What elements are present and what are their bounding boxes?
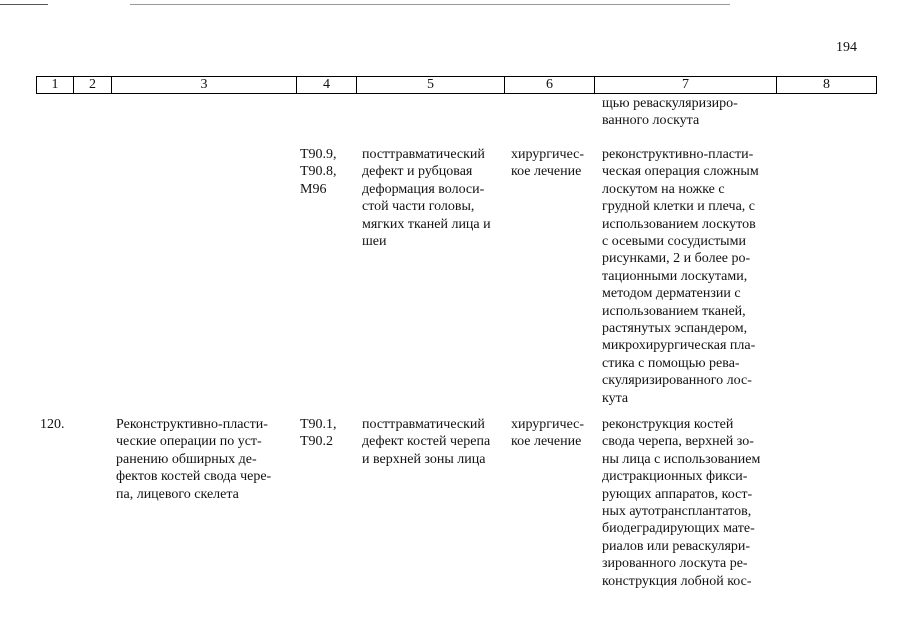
column-header-2: 2 (74, 77, 112, 94)
row-a-icd-codes: T90.9, T90.8, M96 (300, 147, 337, 197)
column-header-1: 1 (37, 77, 74, 94)
column-header-row (36, 76, 877, 94)
continuation-method-text: щью реваскуляризиро- ванного лоскута (602, 96, 738, 129)
column-header-6: 6 (505, 77, 595, 94)
column-header-8: 8 (777, 77, 877, 94)
column-header-3: 3 (112, 77, 297, 94)
row-120-icd-codes: T90.1, T90.2 (300, 417, 337, 450)
row-a-diagnosis: посттравматический дефект и рубцовая деформация волоси- стой части головы, мягких тканей лица и шеи (362, 147, 491, 250)
row-a-method: реконструктивно-пласти- ческая операция сложным лоскутом на ножке с грудной клетки и плеча, с использованием лоскутов с осевыми сосудистыми рисунками, 2 и более ро- тационными лоскутами, методом дерматензии с использованием тканей, растянутых эспандером, микрохирургическая пла- стика с помощью рева- скуляризированного лос- кута (602, 147, 759, 406)
top-rule-right (130, 4, 730, 5)
row-a-treatment-type: хирургичес- кое лечение (511, 147, 585, 180)
column-header-7: 7 (595, 77, 777, 94)
top-rule-left (0, 4, 48, 5)
row-120-diagnosis: посттравматический дефект костей черепа и верхней зоны лица (362, 417, 491, 467)
page-number: 194 (836, 40, 857, 55)
column-header-4: 4 (297, 77, 357, 94)
column-header-5: 5 (357, 77, 505, 94)
row-120-operation-name: Реконструктивно-пласти- ческие операции по уст- ранению обширных де- фектов костей свода чере- па, лицевого скелета (116, 417, 272, 502)
row-120-number: 120. (40, 417, 65, 432)
row-120-method: реконструкция костей свода черепа, верхней зо- ны лица с использованием дистракционных фикси- рующих аппаратов, кост- ных аутотрансплантатов, биодеградирующих мате- риалов или реваскуляри- зированного лоскута ре- конструкция лобной кос- (602, 417, 761, 589)
row-120-treatment-type: хирургичес- кое лечение (511, 417, 585, 450)
